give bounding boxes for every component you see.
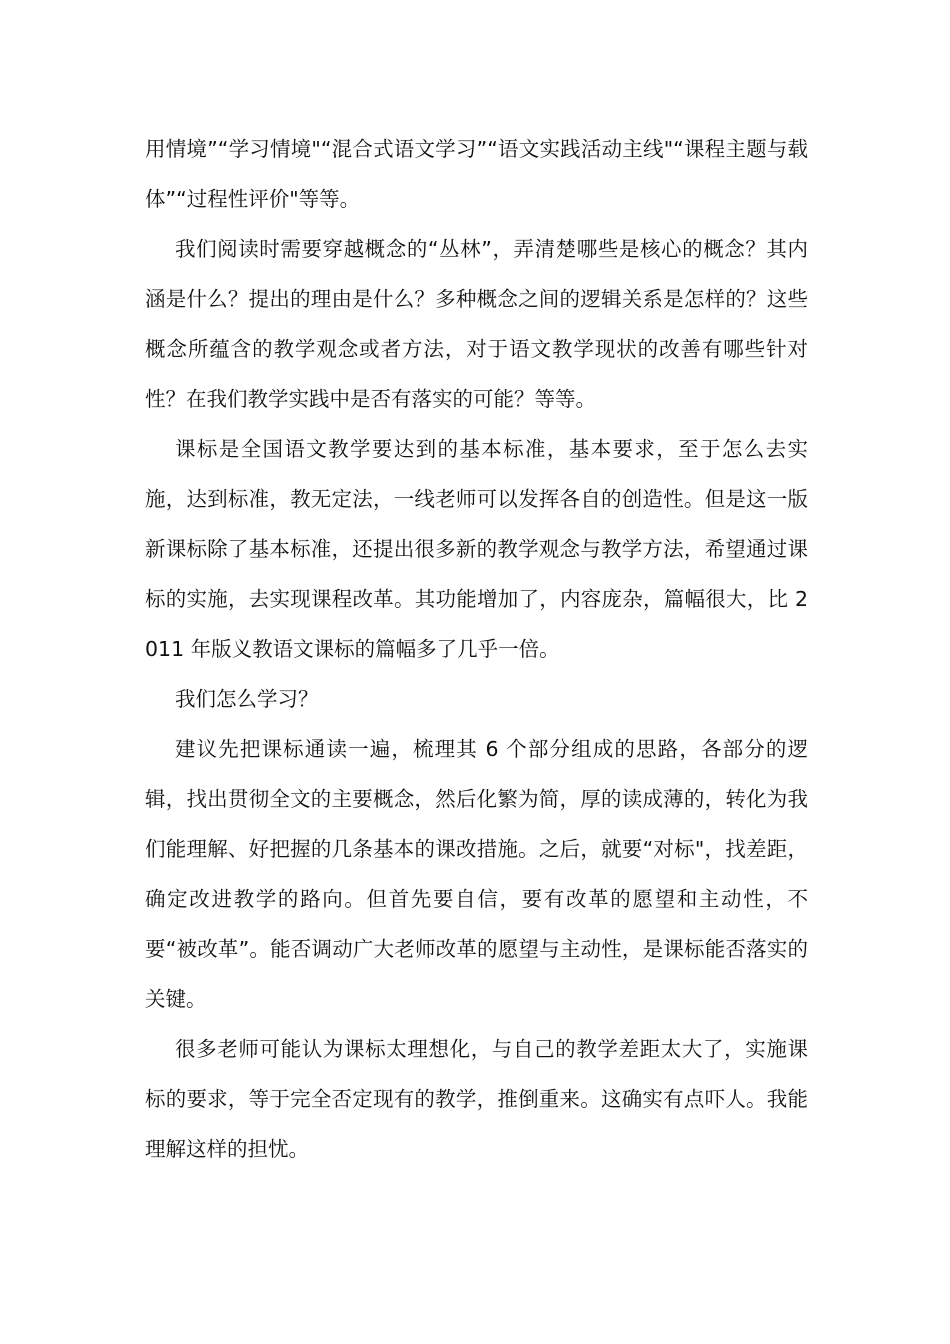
document-body <box>145 124 808 1174</box>
paragraph-suggestion: 建议先把课标通读一遍，梳理其 6 个部分组成的思路，各部分的逻辑，找出贯彻全文的主要概念，然后化繁为简，厚的读成薄的，转化为我们能理解、好把握的几条基本的课改措施。之后，就要“对标"，找差距，确定改进教学的路向。但首先要自信，要有改革的愿望和主动性，不要“被改革”。能否调动广大老师改革的愿望与主动性，是课标能否落实的关键。 <box>145 737 808 1011</box>
paragraph-concepts: 我们阅读时需要穿越概念的“丛林”，弄清楚哪些是核心的概念？其内涵是什么？提出的理由是什么？多种概念之间的逻辑关系是怎样的？这些概念所蕴含的教学观念或者方法，对于语文教学现状的改善有哪些针对性？在我们教学实践中是否有落实的可能？等等。 <box>145 237 808 411</box>
paragraph-concern: 很多老师可能认为课标太理想化，与自己的教学差距太大了，实施课标的要求，等于完全否定现有的教学，推倒重来。这确实有点吓人。我能理解这样的担忧。 <box>145 1037 808 1161</box>
paragraph-continuation: 用情境”“学习情境"“混合式语文学习”“语文实践活动主线"“课程主题与载体”“过程性评价"等等。 <box>145 137 808 211</box>
paragraph-standards: 课标是全国语文教学要达到的基本标准，基本要求，至于怎么去实施，达到标准，教无定法，一线老师可以发挥各自的创造性。但是这一版新课标除了基本标准，还提出很多新的教学观念与教学方法，希望通过课标的实施，去实现课程改革。其功能增加了，内容庞杂，篇幅很大，比 2011 年版义教语文课标的篇幅多了几乎一倍。 <box>145 437 808 661</box>
paragraph-question: 我们怎么学习？ <box>175 687 319 711</box>
